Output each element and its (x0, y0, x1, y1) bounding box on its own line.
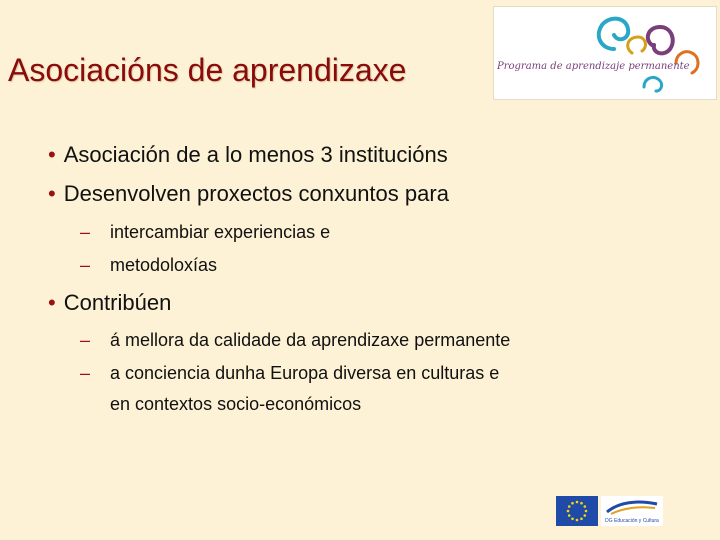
bullet-dot-icon: • (48, 181, 56, 206)
list-item: – a conciencia dunha Europa diversa en culturas e (80, 363, 500, 383)
logo-caption: Programa de aprendizaje permanente (497, 61, 690, 72)
bullet-dash-icon: – (80, 330, 91, 350)
bullet-dash-icon: – (80, 255, 91, 275)
dg-swoosh-icon (601, 496, 663, 518)
list-item: – á mellora da calidade da aprendizaxe permanente (80, 330, 511, 350)
list-item: • Contribúen (48, 290, 172, 315)
list-item: – intercambiar experiencias e (80, 222, 331, 242)
bullet-dot-icon: • (48, 290, 56, 315)
bullet-dash-icon: – (80, 222, 91, 242)
dg-education-culture-logo (601, 496, 663, 526)
list-item: • Asociación de a lo menos 3 institucións (48, 142, 448, 167)
list-item-continuation: en contextos socio-económicos (110, 394, 362, 414)
dg-caption: DG Educación y Cultura (605, 518, 659, 524)
eu-flag-icon (556, 496, 598, 526)
slide-title: Asociacións de aprendizaxe (8, 52, 407, 88)
bullet-dash-icon: – (80, 363, 91, 383)
lifelong-learning-programme-logo (493, 6, 717, 100)
footer-logos (556, 496, 662, 526)
list-item: • Desenvolven proxectos conxuntos para (48, 181, 449, 206)
swirl-logo-icon (494, 7, 716, 99)
list-item: – metodoloxías (80, 255, 218, 275)
bullet-dot-icon: • (48, 142, 56, 167)
